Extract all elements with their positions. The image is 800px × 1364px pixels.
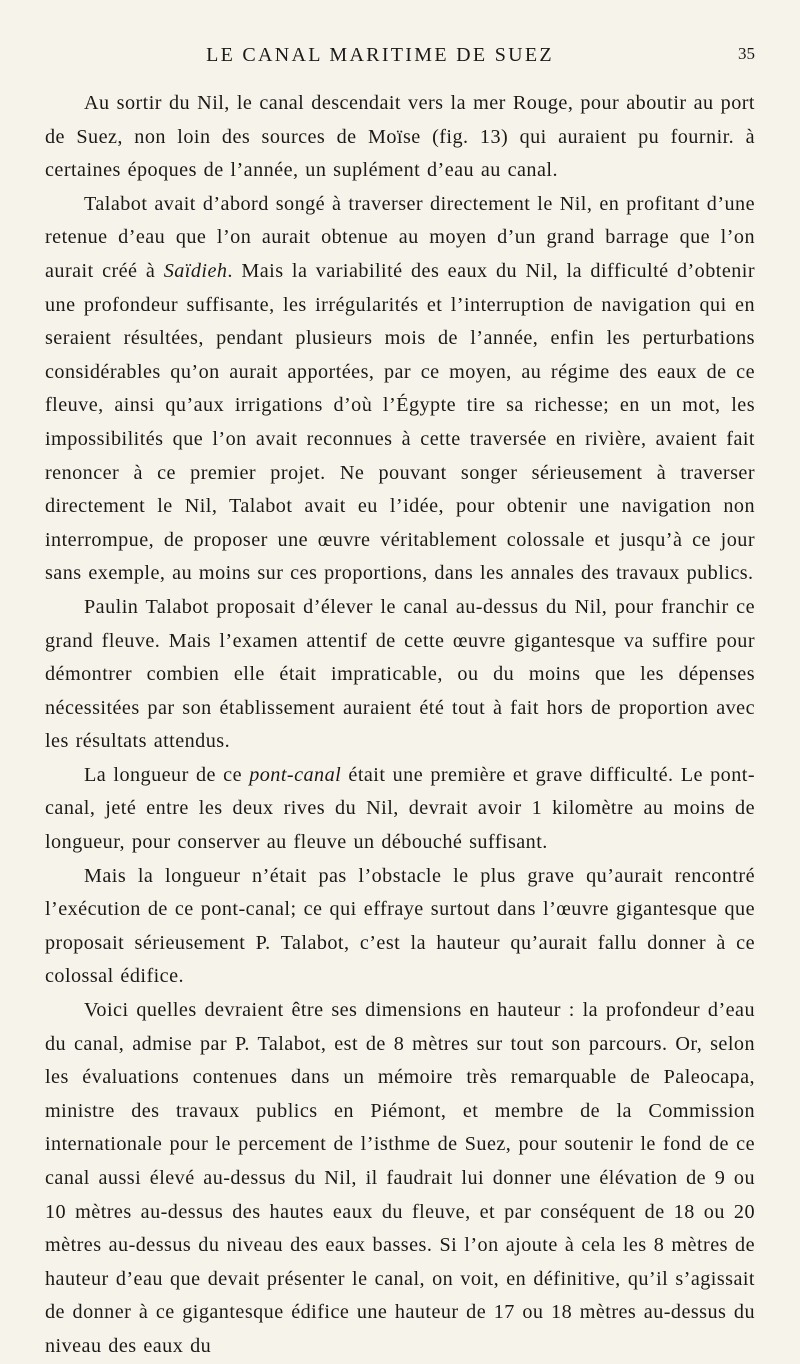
paragraph-4-text-end: était une première et grave difficulté. Le pont-canal, jeté entre les deux rives du Nil, devrait avoir 1 kilomètre au moins de longueur, pour conserver au fleuve un débouché suffisant.	[45, 763, 755, 854]
paragraph-2-text-start: Talabot avait d’abord songé à traverser directement le Nil, en profitant d’une retenue d’eau que l’on aurait obtenue au moyen d’un grand barrage que l’on aurait créé à	[45, 192, 755, 282]
paragraph-4-text-start: La longueur de ce	[84, 763, 250, 786]
italic-place-name: Saïdieh	[163, 259, 228, 282]
paragraph-3: Paulin Talabot proposait d’élever le canal au-dessus du Nil, pour franchir ce grand fleuve. Mais l’examen attentif de cette œuvre gigantesque va suffire pour démontrer combien elle était impraticable, ou du moins que les dépenses nécessitées par son établissement auraient été tout à fait hors de proportion avec les résultats attendus.	[45, 595, 755, 753]
paragraph-5: Mais la longueur n’était pas l’obstacle le plus grave qu’aurait rencontré l’exécution de ce pont-canal; ce qui effraye surtout dans l’œuvre gigantesque que proposait sérieusement P. Talabot, c’est la hauteur qu’aurait fallu donner à ce colossal édifice.	[45, 864, 755, 988]
body-text	[45, 87, 755, 1364]
page-number: 35	[738, 44, 755, 63]
paragraph-2-text-end: . Mais la variabilité des eaux du Nil, la difficulté d’obtenir une profondeur suffisante, les irrégularités et l’interruption de navigation qui en seraient résultées, pendant plusieurs mois de l’année, enfin les perturbations considérables qu’on aurait apportées, par ce moyen, au régime des eaux de ce fleuve, ainsi qu’aux irrigations d’où l’Égypte tire sa richesse; en un mot, les impossibilités que l’on avait reconnues à cette traversée en rivière, avaient fait renoncer à ce premier projet. Ne pouvant songer sérieusement à traverser directement le Nil, Talabot avait eu l’idée, pour obtenir une navigation non interrompue, de proposer une œuvre véritablement colossale et jusqu’à ce jour sans exemple, au moins sur ces proportions, dans les annales des travaux publics.	[45, 259, 756, 585]
running-title: LE CANAL MARITIME DE SUEZ	[206, 44, 554, 66]
paragraph-1: Au sortir du Nil, le canal descendait vers la mer Rouge, pour aboutir au port de Suez, non loin des sources de Moïse (fig. 13) qui auraient pu fournir. à certaines époques de l’année, un suplément d’eau au canal.	[45, 92, 755, 182]
page-header	[0, 44, 800, 76]
paragraph-4	[45, 759, 755, 860]
italic-term: pont-canal	[249, 763, 342, 786]
paragraph-2	[45, 188, 755, 591]
paragraph-6: Voici quelles devraient être ses dimensions en hauteur : la profondeur d’eau du canal, admise par P. Talabot, est de 8 mètres sur tout son parcours. Or, selon les évaluations contenues dans un mémoire très remarquable de Paleocapa, ministre des travaux publics en Piémont, et membre de la Commission internationale pour le percement de l’isthme de Suez, pour soutenir le fond de ce canal aussi élevé au-dessus du Nil, il faudrait lui donner une élévation de 9 ou 10 mètres au-dessus des hautes eaux du fleuve, et par conséquent de 18 ou 20 mètres au-dessus du niveau des eaux basses. Si l’on ajoute à cela les 8 mètres de hauteur d’eau que devait présenter le canal, on voit, en définitive, qu’il s’agissait de donner à ce gigantesque édifice une hauteur de 17 ou 18 mètres au-dessus du niveau des eaux du	[45, 999, 755, 1357]
